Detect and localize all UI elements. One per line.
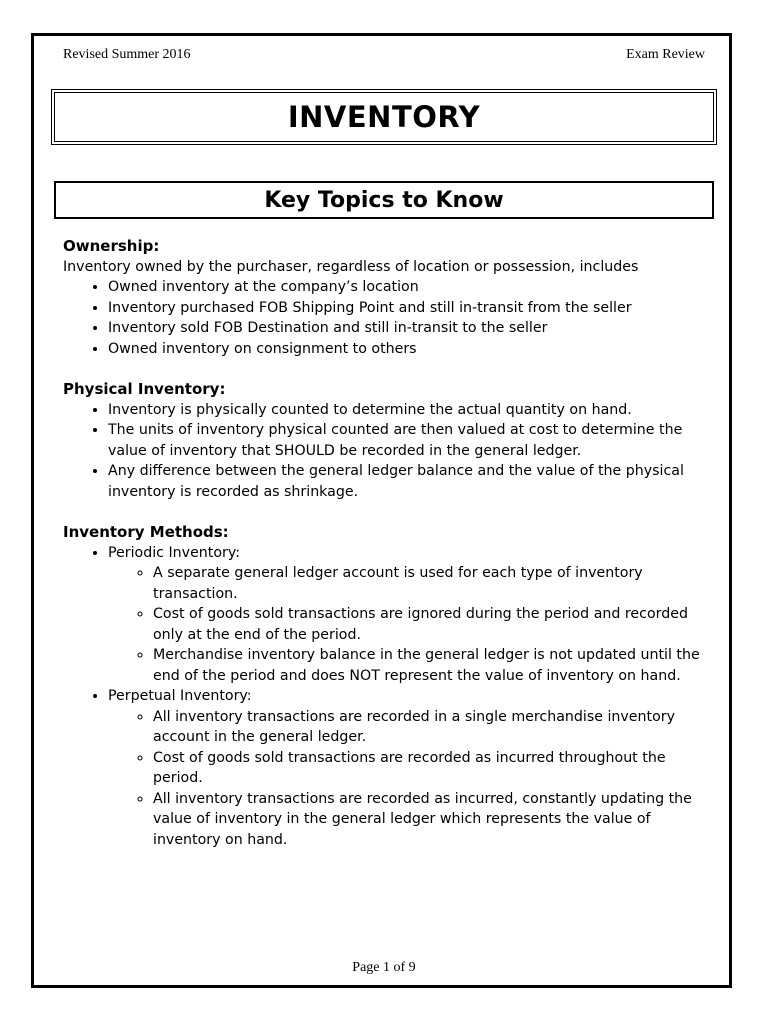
methods-section — [63, 522, 711, 850]
list-item: • Owned inventory on consignment to others — [108, 339, 711, 360]
physical-list — [63, 400, 711, 503]
list-item: • Inventory purchased FOB Shipping Point and still in-transit from the seller — [108, 298, 711, 319]
ownership-heading: Ownership: — [63, 237, 160, 255]
list-item: ◦ All inventory transactions are recorded in a single merchandise inventory account in the general ledger. — [153, 707, 711, 748]
perpetual-item — [108, 686, 711, 850]
header-left: Revised Summer 2016 — [63, 47, 191, 62]
periodic-label: Periodic Inventory: — [108, 544, 241, 561]
physical-heading: Physical Inventory: — [63, 380, 226, 398]
ownership-intro: Inventory owned by the purchaser, regardless of location or possession, includes — [63, 258, 639, 275]
ownership-list — [63, 277, 711, 359]
list-item: ◦ All inventory transactions are recorded as incurred, constantly updating the value of inventory in the general ledger which represents the value of inventory on hand. — [153, 789, 711, 851]
list-item: • Inventory is physically counted to determine the actual quantity on hand. — [108, 400, 711, 421]
section-title: Key Topics to Know — [264, 187, 504, 213]
title-box — [51, 89, 717, 145]
list-item: ◦ Cost of goods sold transactions are ignored during the period and recorded only at the end of the period. — [153, 604, 711, 645]
page-number: Page 1 of 9 — [352, 960, 416, 975]
list-item: • Any difference between the general ledger balance and the value of the physical inventory is recorded as shrinkage. — [108, 461, 711, 502]
list-item: • The units of inventory physical counted are then valued at cost to determine the value of inventory that SHOULD be recorded in the general ledger. — [108, 420, 711, 461]
list-item: ◦ Cost of goods sold transactions are recorded as incurred throughout the period. — [153, 748, 711, 789]
perpetual-label: Perpetual Inventory: — [108, 688, 252, 704]
subtitle-box — [54, 181, 714, 219]
page-title: INVENTORY — [287, 100, 481, 134]
header-right: Exam Review — [626, 47, 705, 62]
list-item: ◦ Merchandise inventory balance in the general ledger is not updated until the end of the period and does NOT represent the value of inventory on hand. — [153, 645, 711, 686]
list-item: ◦ A separate general ledger account is used for each type of inventory transaction. — [153, 563, 711, 604]
document-body — [63, 236, 711, 870]
periodic-item — [108, 543, 711, 687]
methods-heading: Inventory Methods: — [63, 523, 229, 541]
physical-section — [63, 379, 711, 502]
list-item: • Inventory sold FOB Destination and still in-transit to the seller — [108, 318, 711, 339]
perpetual-sublist — [108, 707, 711, 851]
ownership-section — [63, 236, 711, 359]
list-item: • Owned inventory at the company’s location — [108, 277, 711, 298]
periodic-sublist — [108, 563, 711, 686]
methods-list — [63, 543, 711, 851]
